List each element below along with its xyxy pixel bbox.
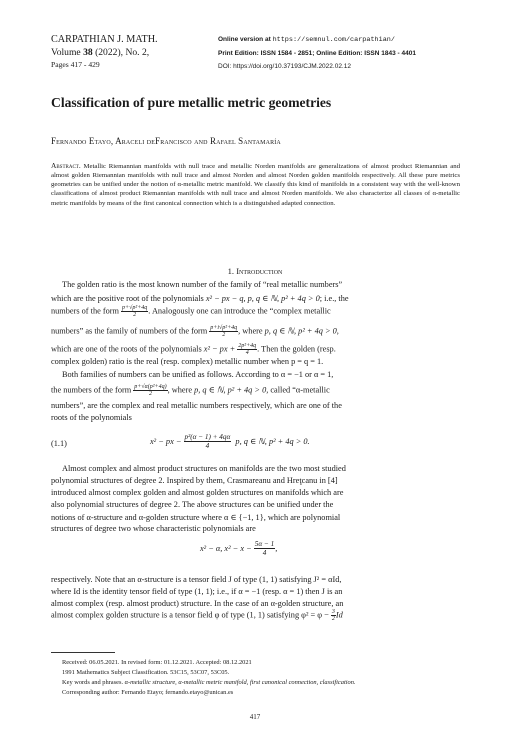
body-line: structures of degree two whose characteristic polynomials are <box>51 524 256 533</box>
journal-header <box>51 34 158 72</box>
volume-number: 38 <box>83 46 93 58</box>
fraction: $\frac{\text{p²(α − 1) + 4qα}}{4}$ <box>184 433 231 451</box>
body-line: notions of α-structure and α-golden structure where α ∈ {−1, 1}, which are polynomial <box>51 513 341 522</box>
online-url-link[interactable]: https://semnul.com/carpathian/ <box>272 36 395 44</box>
fraction: $\frac{\text{p+i√p²+4q}}{2}$ <box>210 325 238 339</box>
fraction: $\frac{\text{p+√p²+4q}}{2}$ <box>122 305 148 319</box>
body-line: complex golden) ratio is the real (resp. complex) metallic number when p = q = 1. <box>51 357 324 366</box>
body-line: roots of the polynomials <box>51 413 132 422</box>
body-line: almost complex (resp. almost product) structure. In the case of an α-golden structure, an <box>51 599 344 608</box>
page-number: 417 <box>249 713 261 721</box>
paper-title: Classification of pure metallic metric geometries <box>51 95 332 110</box>
body-line: almost complex golden structure is a tensor field φ of type (1, 1) satisfying φ² = φ − $\frac{3}{2}$ Id <box>51 609 343 623</box>
body-line: numbers” as the family of numbers of the form $\frac{\text{p+i√p²+4q}}{2}$ , where p, q ∈ ℕ, p² + 4q > 0, <box>51 325 339 339</box>
issn-line: Print Edition: ISSN 1584 - 2851; Online Edition: ISSN 1843 - 4401 <box>218 50 416 57</box>
body-line: Both families of numbers can be unified as follows. According to α = −1 or α = 1, <box>62 370 334 379</box>
body-line: respectively. Note that an α-structure is a tensor field J of type (1, 1) satisfying J² = αId, <box>51 575 342 584</box>
body-line: Almost complex and almost product structures on manifolds are the two most studied <box>62 464 346 473</box>
body-line: polynomial structures of degree 2. Inspired by them, Crasmareanu and Hreţcanu in [4] <box>51 476 338 485</box>
pages-range: Pages 417 - 429 <box>51 60 100 69</box>
body-line: which are one of the roots of the polynomials x² − px + $\frac{\text{2p²+4q}}{4}$ . Then the golden (resp. <box>51 343 336 357</box>
body-line: The golden ratio is the most known number of the family of “real metallic numbers” <box>62 280 343 289</box>
body-line: introduced almost complex golden and almost golden structures on manifolds which are <box>51 488 344 497</box>
fraction: $\frac{3}{2}$ <box>331 609 335 623</box>
journal-name: CARPATHIAN J. MATH. <box>51 34 158 45</box>
footnote-corresponding-author: Corresponding author: Fernando Etayo; fernando.etayo@unican.es <box>62 689 234 696</box>
fraction: $\frac{\text{p+√α(p²+4q)}}{2}$ <box>134 384 167 398</box>
body-line: the numbers of the form $\frac{\text{p+√α(p²+4q)}}{2}$ , where p, q ∈ ℕ, p² + 4q > 0, called “α-metallic <box>51 384 330 398</box>
body-line: numbers of the form $\frac{\text{p+√p²+4q}}{2}$ . Analogously one can introduce the “complex metallic <box>51 305 331 319</box>
footnote-divider <box>51 652 115 653</box>
body-line: also polynomial structures of degree 2. The above structures can be unified under the <box>51 500 334 509</box>
fraction: $\frac{5\alpha - 1}{4}$ <box>254 540 275 558</box>
fraction: $\frac{\text{2p²+4q}}{4}$ <box>238 343 257 357</box>
abstract-text: Metallic Riemannian manifolds with null trace and metallic Norden manifolds are generalizations of almost product Riemannian and almost golden Riemannian manifolds with null trace and almost Norden and almost Norden golden manifolds respectively. All these pure metrics geometries can be unified under the notion of α-metallic metric manifold. We classify this kind of manifolds in a consistent way with the well-known classifications of almost product Riemannian manifolds with null trace and almost Norden manifolds. We also characterize all classes of α-metallic metric manifolds by means of the first canonical connection which is a distinguished adapted connection. <box>51 163 460 207</box>
paper-authors: Fernando Etayo, Araceli deFrancisco and Rafael Santamaría <box>51 136 281 146</box>
body-line: numbers”, are the complex and real metallic numbers respectively, which are one of the <box>51 401 342 410</box>
equation-number: (1.1) <box>51 439 67 448</box>
abstract-label: Abstract. <box>51 161 81 170</box>
footnote-msc: 1991 Mathematics Subject Classification. 53C15, 53C07, 53C05. <box>62 669 230 676</box>
section-heading-introduction: 1. Introduction <box>227 266 283 276</box>
publication-info <box>218 33 416 73</box>
body-line: which are the positive root of the polynomials x² − px − q, p, q ∈ ℕ, p² + 4q > 0; i.e., the <box>51 294 349 303</box>
volume-line: Volume 38 (2022), No. 2, <box>51 46 150 58</box>
abstract-block <box>51 161 460 208</box>
equation-characteristic-polynomials: x² − α, x² − x − $\frac{5\alpha - 1}{4}$ , <box>200 540 278 558</box>
equation-1-1: x² − px − $\frac{\text{p²(α − 1) + 4qα}}{4}$ p, q ∈ ℕ, p² + 4q > 0. <box>150 433 310 451</box>
footnote-keywords: Key words and phrases. α-metallic structure, α-metallic metric manifold, first canonical connection, classification. <box>62 679 356 686</box>
online-version-line: Online version at https://semnul.com/carpathian/ <box>218 36 395 44</box>
footnote-received: Received: 06.05.2021. In revised form: 01.12.2021. Accepted: 08.12.2021 <box>62 659 252 666</box>
doi-link[interactable]: DOI: https://doi.org/10.37193/CJM.2022.02.12 <box>218 63 351 70</box>
body-line: where Id is the identity tensor field of type (1, 1); i.e., if α = −1 (resp. α = 1) then J is an <box>51 587 343 596</box>
